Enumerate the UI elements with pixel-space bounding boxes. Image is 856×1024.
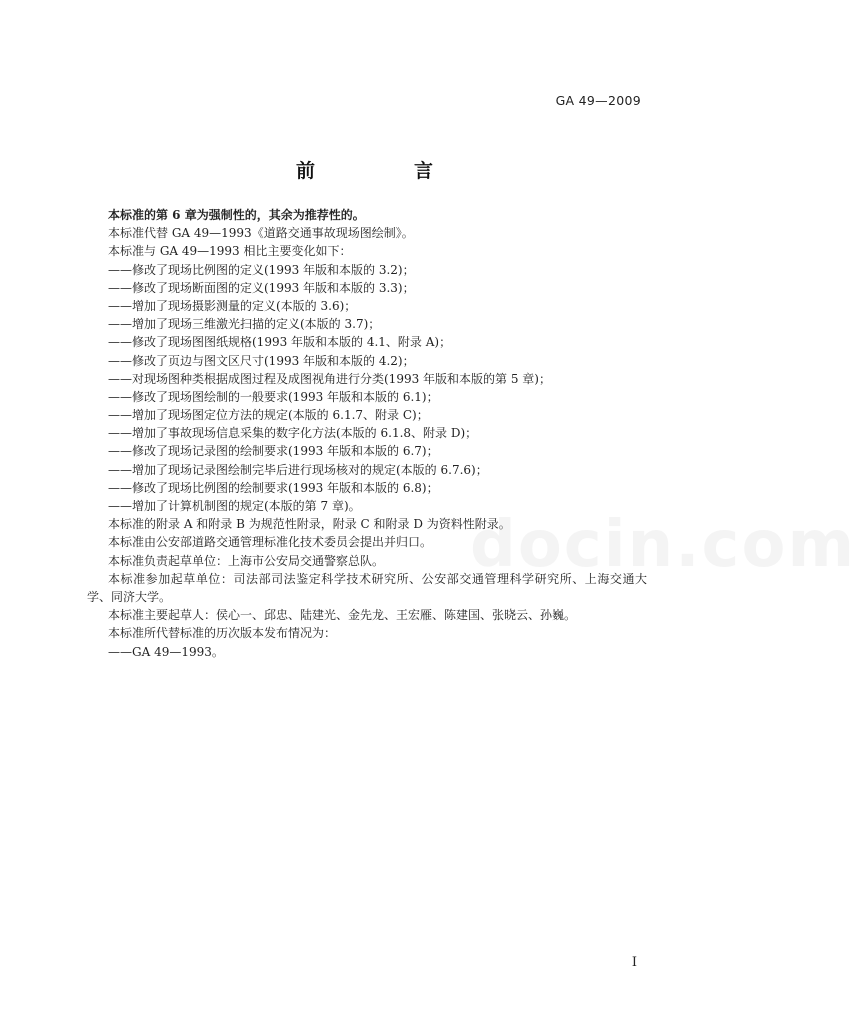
paragraph-mandatory-statement: 本标准的第 6 章为强制性的，其余为推荐性的。	[108, 208, 365, 222]
paragraph-history-intro: 本标准所代替标准的历次版本发布情况为：	[108, 626, 337, 641]
page-number: I	[631, 955, 637, 970]
change-item: ——修改了现场图图纸规格(1993 年版和本版的 4.1、附录 A)；	[108, 335, 452, 350]
paragraph-participating-drafters: 本标准参加起草单位：司法部司法鉴定科学技术研究所、公安部交通管理科学研究所、上海交通大学、同济大学。	[87, 571, 647, 604]
watermark: docin.com	[470, 508, 856, 582]
change-item: ——增加了现场摄影测量的定义(本版的 3.6)；	[108, 298, 357, 313]
change-item: ——修改了页边与图文区尺寸(1993 年版和本版的 4.2)；	[108, 353, 415, 368]
paragraph-appendices: 本标准的附录 A 和附录 B 为规范性附录，附录 C 和附录 D 为资料性附录。	[108, 517, 511, 532]
paragraph-changes-intro: 本标准与 GA 49—1993 相比主要变化如下：	[108, 244, 352, 259]
change-item: ——修改了现场记录图的绘制要求(1993 年版和本版的 6.7)；	[108, 444, 439, 459]
paragraph-main-drafters: 本标准主要起草人：侯心一、邱忠、陆建光、金先龙、王宏雁、陈建国、张晓云、孙巍。	[108, 608, 577, 623]
paragraph-proposer: 本标准由公安部道路交通管理标准化技术委员会提出并归口。	[108, 535, 433, 550]
change-item: ——修改了现场比例图的绘制要求(1993 年版和本版的 6.8)；	[108, 480, 439, 495]
paragraph-replaces: 本标准代替 GA 49—1993《道路交通事故现场图绘制》。	[108, 226, 414, 241]
change-item: ——修改了现场断面图的定义(1993 年版和本版的 3.3)；	[108, 280, 415, 295]
change-item: ——修改了现场比例图的定义(1993 年版和本版的 3.2)；	[108, 262, 415, 277]
change-item: ——增加了事故现场信息采集的数字化方法(本版的 6.1.8、附录 D)；	[108, 426, 478, 441]
standard-code: GA 49—2009	[555, 93, 641, 108]
change-item: ——增加了现场三维激光扫描的定义(本版的 3.7)；	[108, 317, 381, 332]
change-item: ——对现场图种类根据成图过程及成图视角进行分类(1993 年版和本版的第 5 章)；	[108, 371, 551, 386]
page-title: 前 言	[295, 160, 473, 182]
change-item: ——增加了计算机制图的规定(本版的第 7 章)。	[108, 499, 361, 513]
change-item: ——增加了现场图定位方法的规定(本版的 6.1.7、附录 C)；	[108, 408, 429, 423]
paragraph-lead-drafter: 本标准负责起草单位：上海市公安局交通警察总队。	[108, 553, 385, 568]
history-item: ——GA 49—1993。	[108, 644, 224, 659]
change-item: ——增加了现场记录图绘制完毕后进行现场核对的规定(本版的 6.7.6)；	[108, 462, 488, 477]
foreword-body	[87, 206, 647, 661]
change-item: ——修改了现场图绘制的一般要求(1993 年版和本版的 6.1)；	[108, 389, 439, 404]
